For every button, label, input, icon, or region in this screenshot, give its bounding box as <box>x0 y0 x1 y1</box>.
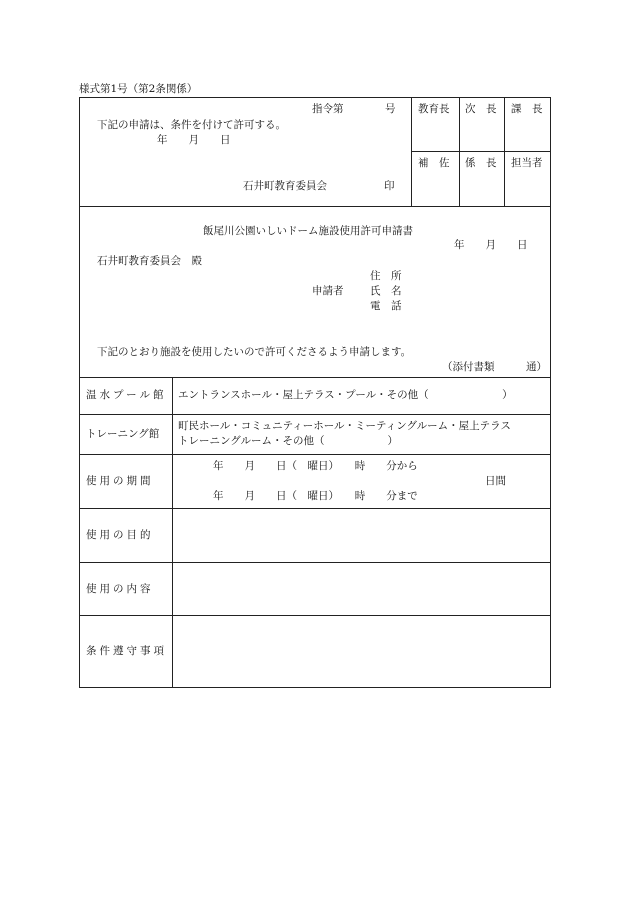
stamp-label-subsection-chief: 係 長 <box>465 157 497 169</box>
training-facilities-line2: トレーニングルーム・その他（ ） <box>178 435 398 447</box>
permit-statement: 下記の申請は、条件を付けて許可する。 <box>97 119 286 131</box>
permit-issuer: 石井町教育委員会 <box>243 180 327 192</box>
conditions-label: 条件遵守事項 <box>86 645 167 657</box>
form-title: 様式第1号（第2条関係） <box>79 83 198 95</box>
stamp-column-divider <box>411 98 412 206</box>
attachments-note: （添付書類 通） <box>442 361 547 373</box>
stamp-column-divider <box>459 98 460 206</box>
permit-number-label: 指令第 <box>312 103 344 115</box>
stamp-label-deputy: 次 長 <box>465 103 497 115</box>
application-date: 年 月 日 <box>454 239 528 251</box>
permit-date: 年 月 日 <box>157 134 231 146</box>
address-label: 住 所 <box>370 270 402 282</box>
period-from: 年 月 日（ 曜日） 時 分から <box>213 460 418 472</box>
name-label: 氏 名 <box>370 285 402 297</box>
stamp-divider <box>411 151 551 152</box>
row-divider <box>80 414 550 415</box>
period-days: 日間 <box>485 475 506 487</box>
section-divider <box>80 206 550 207</box>
permit-seal: 印 <box>384 180 395 192</box>
row-divider <box>80 508 550 509</box>
row-divider <box>80 615 550 616</box>
period-label: 使用の期間 <box>86 475 154 487</box>
stamp-label-superintendent: 教育長 <box>418 103 450 115</box>
pool-facilities: エントランスホール・屋上テラス・プール・その他（ ） <box>178 389 513 401</box>
application-title: 飯尾川公園いしいドーム施設使用許可申請書 <box>203 225 413 237</box>
training-label: トレーニング館 <box>86 428 160 440</box>
permit-number-suffix: 号 <box>385 103 396 115</box>
label-column-divider <box>172 377 173 687</box>
stamp-column-divider <box>504 98 505 206</box>
applicant-label: 申請者 <box>312 285 344 297</box>
phone-label: 電 話 <box>370 300 402 312</box>
content-label: 使用の内容 <box>86 583 154 595</box>
period-to: 年 月 日（ 曜日） 時 分まで <box>213 490 418 502</box>
purpose-label: 使用の目的 <box>86 529 154 541</box>
row-divider <box>80 377 550 378</box>
row-divider <box>80 454 550 455</box>
pool-label: 温水プール館 <box>86 389 167 401</box>
stamp-label-section-chief: 課 長 <box>511 103 543 115</box>
training-facilities-line1: 町民ホール・コミュニティーホール・ミーティングルーム・屋上テラス <box>178 420 511 432</box>
permit-application-form <box>79 97 551 688</box>
stamp-label-staff: 担当者 <box>511 157 543 169</box>
stamp-label-assistant: 補 佐 <box>418 157 450 169</box>
addressee: 石井町教育委員会 殿 <box>97 255 202 267</box>
request-statement: 下記のとおり施設を使用したいので許可くださるよう申請します。 <box>97 346 412 358</box>
row-divider <box>80 562 550 563</box>
